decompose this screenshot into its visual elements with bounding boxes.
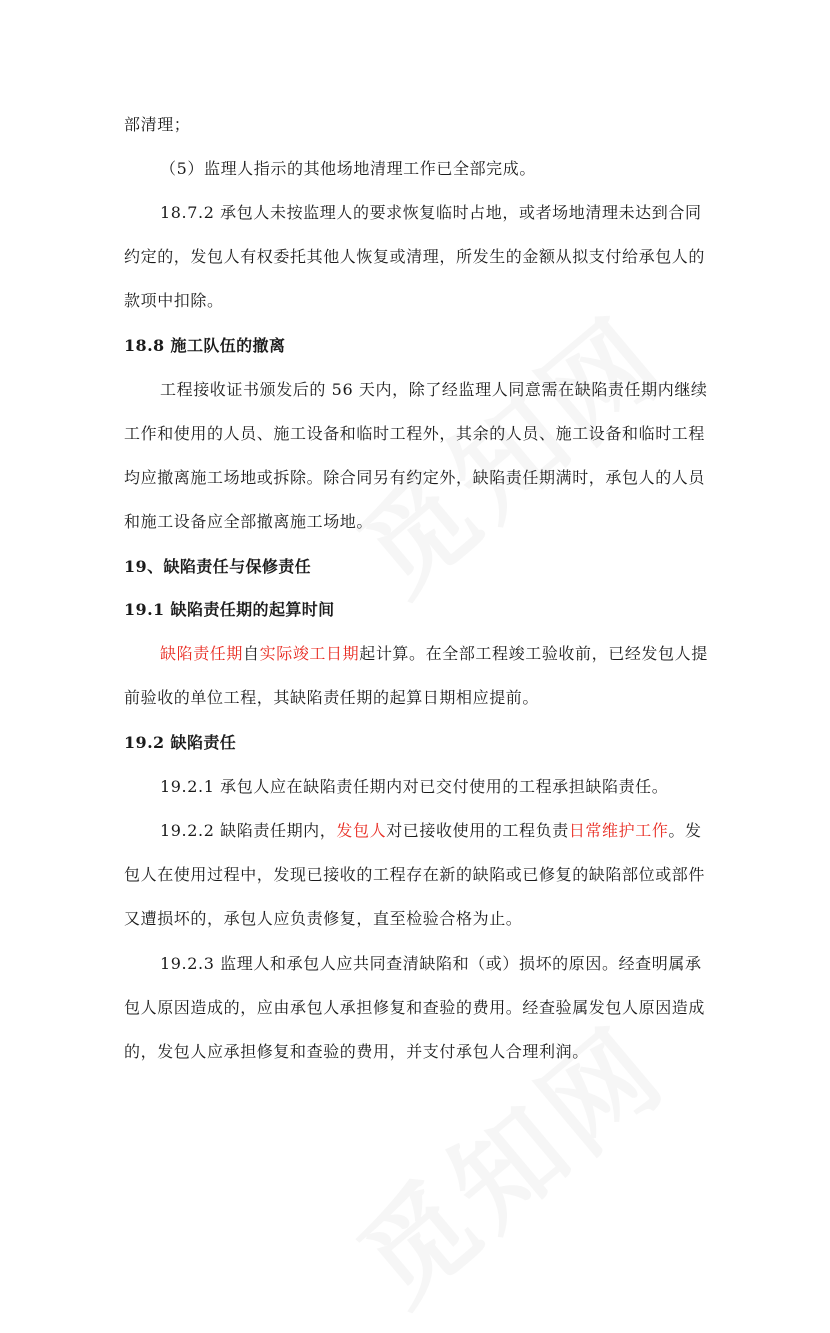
paragraph-line: 部清理； [124, 115, 191, 134]
paragraph-line: 的，发包人应承担修复和查验的费用，并支付承包人合理利润。 [124, 1042, 589, 1061]
highlight-term: 缺陷责任期 [160, 644, 244, 663]
paragraph-line: 包人在使用过程中，发现已接收的工程存在新的缺陷或已修复的缺陷部位或部件 [124, 865, 706, 884]
paragraph-line: 款项中扣除。 [124, 291, 224, 310]
paragraph-line: 又遭损坏的，承包人应负责修复，直至检验合格为止。 [124, 909, 523, 928]
paragraph-line: 均应撤离施工场地或拆除。除合同另有约定外，缺陷责任期满时，承包人的人员 [124, 468, 706, 487]
paragraph-line: （5）监理人指示的其他场地清理工作已全部完成。 [160, 159, 536, 178]
paragraph-line: 18.7.2 承包人未按监理人的要求恢复临时占地，或者场地清理未达到合同 [160, 203, 702, 222]
text-run: 19.2.2 缺陷责任期内， [160, 821, 337, 840]
text-run: 自 [243, 644, 260, 663]
section-heading: 19.2 缺陷责任 [124, 733, 237, 752]
highlight-term: 日常维护工作 [568, 821, 669, 840]
paragraph-line: 19.2.3 监理人和承包人应共同查清缺陷和（或）损坏的原因。经查明属承 [160, 954, 702, 973]
watermark [321, 985, 694, 1333]
text-run: 对已接收使用的工程负责 [386, 821, 569, 840]
paragraph-line: 包人原因造成的，应由承包人承担修复和查验的费用。经查验属发包人原因造成 [124, 998, 706, 1017]
paragraph-line [160, 643, 714, 665]
text-run: 。发 [668, 821, 702, 840]
chapter-heading: 19、缺陷责任与保修责任 [124, 557, 312, 576]
paragraph-line [160, 820, 714, 842]
section-heading: 19.1 缺陷责任期的起算时间 [124, 600, 335, 619]
paragraph-line: 工作和使用的人员、施工设备和临时工程外，其余的人员、施工设备和临时工程 [124, 424, 706, 443]
highlight-term: 实际竣工日期 [259, 644, 360, 663]
paragraph-line: 19.2.1 承包人应在缺陷责任期内对已交付使用的工程承担缺陷责任。 [160, 777, 669, 796]
paragraph-line: 前验收的单位工程，其缺陷责任期的起算日期相应提前。 [124, 688, 540, 707]
highlight-term: 发包人 [336, 821, 387, 840]
paragraph-line: 和施工设备应全部撤离施工场地。 [124, 512, 374, 531]
text-run: 起计算。在全部工程竣工验收前，已经发包人提 [359, 644, 708, 663]
paragraph-line: 工程接收证书颁发后的 56 天内，除了经监理人同意需在缺陷责任期内继续 [160, 380, 708, 399]
paragraph-line: 约定的，发包人有权委托其他人恢复或清理，所发生的金额从拟支付给承包人的 [124, 247, 706, 266]
section-heading: 18.8 施工队伍的撤离 [124, 336, 286, 355]
